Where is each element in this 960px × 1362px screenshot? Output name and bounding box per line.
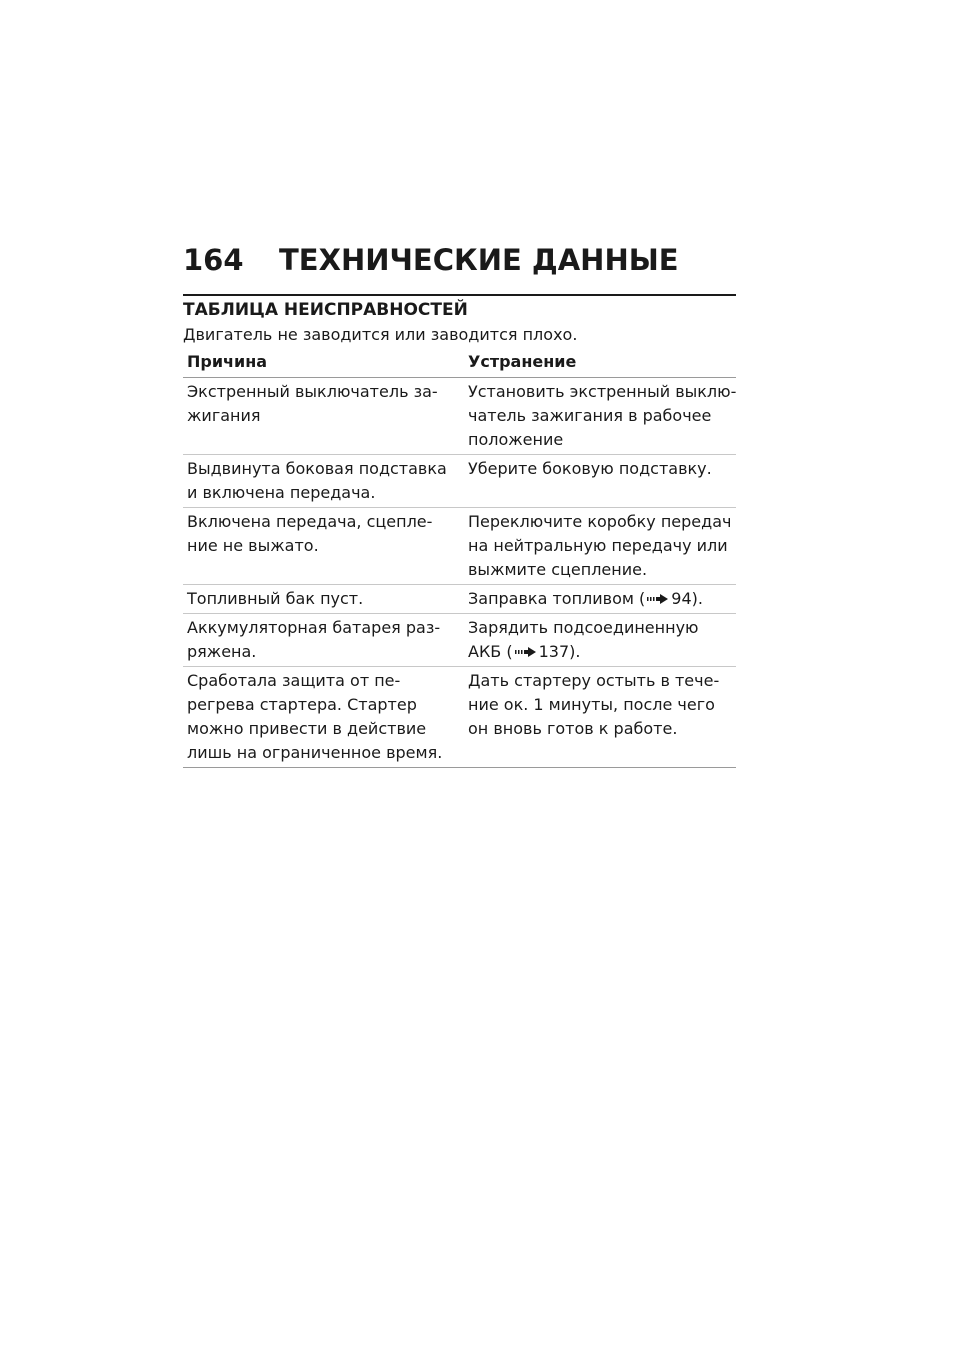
cause-cell — [183, 378, 464, 455]
remedy-cell — [464, 614, 736, 667]
remedy-cell — [464, 667, 736, 768]
cell-line: выжмите сцепление. — [468, 560, 648, 579]
cell-line: Сработала защита от пе- — [187, 671, 401, 690]
cell-line: Зарядить подсоединенную — [468, 618, 699, 637]
section-divider — [183, 294, 736, 296]
cell-line: лишь на ограниченное время. — [187, 743, 443, 762]
page-reference[interactable]: 137). — [538, 642, 581, 661]
cell-line: положение — [468, 430, 564, 449]
table-row — [183, 667, 736, 768]
table-row — [183, 455, 736, 508]
cell-line — [468, 587, 732, 611]
section-title: ТАБЛИЦА НЕИСПРАВНОСТЕЙ — [183, 300, 468, 320]
table-row — [183, 614, 736, 667]
cell-line: Уберите боковую подставку. — [468, 459, 712, 478]
page-number: 164 — [183, 243, 244, 277]
section-intro: Двигатель не заводится или заводится плохо. — [183, 325, 578, 344]
cause-cell — [183, 614, 464, 667]
cell-line: жигания — [187, 406, 261, 425]
cell-line: Включена передача, сцепле- — [187, 512, 433, 531]
cell-line: и включена передача. — [187, 483, 376, 502]
cause-cell — [183, 585, 464, 614]
remedy-cell — [464, 585, 736, 614]
column-header-cause: Причина — [183, 350, 464, 378]
cell-line: Аккумуляторная батарея раз- — [187, 618, 441, 637]
cell-line: ряжена. — [187, 642, 257, 661]
cause-cell — [183, 508, 464, 585]
cell-line: Переключите коробку передач — [468, 512, 732, 531]
remedy-text: АКБ ( — [468, 642, 513, 661]
page-header — [183, 240, 736, 280]
page-reference-arrow-icon[interactable] — [647, 594, 669, 604]
cell-line: он вновь готов к работе. — [468, 719, 678, 738]
cause-cell — [183, 667, 464, 768]
fault-table-section — [183, 294, 736, 768]
cause-cell — [183, 455, 464, 508]
cell-line: регрева стартера. Стартер — [187, 695, 417, 714]
cell-line: можно привести в действие — [187, 719, 427, 738]
cell-line: Выдвинута боковая подставка — [187, 459, 447, 478]
table-header-row — [183, 350, 736, 378]
table-row — [183, 585, 736, 614]
chapter-title: ТЕХНИЧЕСКИЕ ДАННЫЕ — [279, 243, 679, 277]
cell-line: на нейтральную передачу или — [468, 536, 728, 555]
cell-line: чатель зажигания в рабочее — [468, 406, 712, 425]
remedy-cell — [464, 378, 736, 455]
remedy-cell — [464, 508, 736, 585]
page-reference-arrow-icon[interactable] — [515, 647, 537, 657]
cell-line — [468, 640, 732, 664]
remedy-cell — [464, 455, 736, 508]
cell-line: ние ок. 1 минуты, после чего — [468, 695, 715, 714]
cell-line: Установить экстренный выклю- — [468, 382, 737, 401]
column-header-remedy: Устранение — [464, 350, 736, 378]
fault-table — [183, 350, 736, 768]
page-reference[interactable]: 94). — [671, 589, 703, 608]
remedy-text: Заправка топливом ( — [468, 589, 646, 608]
table-row — [183, 378, 736, 455]
cell-line: Экстренный выключатель за- — [187, 382, 438, 401]
cell-line: Дать стартеру остыть в тече- — [468, 671, 720, 690]
cell-line: Топливный бак пуст. — [187, 589, 364, 608]
cell-line: ние не выжато. — [187, 536, 319, 555]
table-row — [183, 508, 736, 585]
